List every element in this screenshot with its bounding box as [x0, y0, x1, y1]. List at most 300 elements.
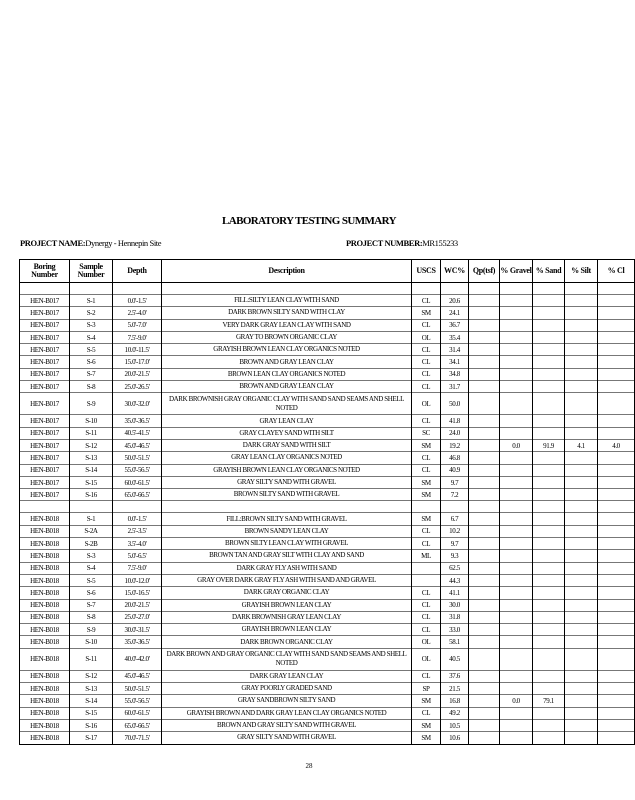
cell-silt-pct — [565, 538, 598, 550]
cell-gravel-pct — [500, 415, 533, 427]
cell-boring-number: HEN-B018 — [20, 707, 70, 719]
cell-water-content: 10.2 — [441, 525, 469, 537]
cell-qp — [469, 439, 500, 451]
cell-qp — [469, 295, 500, 307]
cell-uscs: CL — [412, 295, 441, 307]
table-row — [20, 319, 635, 331]
cell-sand-pct — [533, 393, 565, 415]
cell-water-content: 19.2 — [441, 439, 469, 451]
cell-description: GRAYISH BROWN LEAN CLAY — [162, 624, 412, 636]
cell-sand-pct — [533, 464, 565, 476]
cell-depth: 50.0'-51.5' — [113, 683, 162, 695]
cell-clay-pct — [598, 670, 635, 682]
cell-water-content: 34.1 — [441, 356, 469, 368]
col-qp: Qp(tsf) — [469, 260, 500, 283]
col-boring-number: Boring Number — [20, 260, 70, 283]
cell-depth: 10.0'-12.0' — [113, 574, 162, 586]
cell-sample-number — [70, 501, 113, 513]
cell-gravel-pct — [500, 732, 533, 744]
cell-sand-pct — [533, 415, 565, 427]
cell-gravel-pct — [500, 331, 533, 343]
table-row — [20, 574, 635, 586]
cell-qp — [469, 525, 500, 537]
cell-silt-pct — [565, 683, 598, 695]
cell-boring-number: HEN-B018 — [20, 624, 70, 636]
cell-description: GRAY LEAN CLAY ORGANICS NOTED — [162, 452, 412, 464]
cell-description: GRAYISH BROWN LEAN CLAY ORGANICS NOTED — [162, 344, 412, 356]
cell-qp — [469, 648, 500, 670]
cell-boring-number: HEN-B017 — [20, 344, 70, 356]
cell-water-content: 9.7 — [441, 476, 469, 488]
cell-sample-number: S-9 — [70, 393, 113, 415]
cell-description: FILL:BROWN SILTY SAND WITH GRAVEL — [162, 513, 412, 525]
cell-silt-pct — [565, 393, 598, 415]
cell-description: BROWN SILTY SAND WITH GRAVEL — [162, 489, 412, 501]
cell-gravel-pct — [500, 427, 533, 439]
cell-sand-pct — [533, 707, 565, 719]
cell-water-content: 10.6 — [441, 732, 469, 744]
cell-sample-number: S-15 — [70, 476, 113, 488]
cell-water-content: 24.1 — [441, 307, 469, 319]
cell-sand-pct — [533, 670, 565, 682]
cell-depth: 55.0'-56.5' — [113, 464, 162, 476]
cell-qp — [469, 513, 500, 525]
cell-gravel-pct — [500, 683, 533, 695]
cell-boring-number: HEN-B018 — [20, 695, 70, 707]
cell-clay-pct — [598, 562, 635, 574]
cell-clay-pct — [598, 732, 635, 744]
table-row — [20, 550, 635, 562]
cell-qp — [469, 501, 500, 513]
cell-depth: 3.5'-4.0' — [113, 538, 162, 550]
cell-sample-number: S-14 — [70, 695, 113, 707]
cell-silt-pct — [565, 550, 598, 562]
table-row — [20, 476, 635, 488]
table-row — [20, 307, 635, 319]
cell-gravel-pct: 0.0 — [500, 695, 533, 707]
cell-sample-number: S-16 — [70, 719, 113, 731]
table-row — [20, 611, 635, 623]
project-number-label: PROJECT NUMBER: — [346, 238, 423, 248]
cell-water-content: 9.3 — [441, 550, 469, 562]
cell-uscs: SM — [412, 513, 441, 525]
cell-gravel-pct — [500, 489, 533, 501]
cell-boring-number — [20, 501, 70, 513]
cell-clay-pct — [598, 368, 635, 380]
cell-qp — [469, 574, 500, 586]
cell-sample-number: S-14 — [70, 464, 113, 476]
table-row — [20, 562, 635, 574]
table-row — [20, 599, 635, 611]
table-row — [20, 707, 635, 719]
cell-qp — [469, 415, 500, 427]
cell-water-content: 50.0 — [441, 393, 469, 415]
cell-boring-number: HEN-B018 — [20, 587, 70, 599]
cell-boring-number: HEN-B017 — [20, 393, 70, 415]
cell-description: GRAY LEAN CLAY — [162, 415, 412, 427]
cell-silt-pct — [565, 415, 598, 427]
table-row — [20, 624, 635, 636]
cell-description: BROWN LEAN CLAY ORGANICS NOTED — [162, 368, 412, 380]
cell-silt-pct — [565, 648, 598, 670]
cell-depth: 25.0'-26.5' — [113, 381, 162, 393]
cell-silt-pct — [565, 368, 598, 380]
cell-depth — [113, 283, 162, 295]
cell-sample-number: S-2B — [70, 538, 113, 550]
cell-sand-pct — [533, 587, 565, 599]
cell-sample-number: S-4 — [70, 331, 113, 343]
cell-silt-pct: 4.1 — [565, 439, 598, 451]
cell-water-content: 31.8 — [441, 611, 469, 623]
cell-water-content: 33.0 — [441, 624, 469, 636]
cell-gravel-pct — [500, 550, 533, 562]
cell-depth: 7.5'-9.0' — [113, 562, 162, 574]
cell-clay-pct — [598, 599, 635, 611]
cell-description: BROWN AND GRAY LEAN CLAY — [162, 356, 412, 368]
cell-clay-pct — [598, 538, 635, 550]
table-row — [20, 452, 635, 464]
cell-sand-pct — [533, 538, 565, 550]
cell-depth: 20.0'-21.5' — [113, 368, 162, 380]
cell-sand-pct — [533, 513, 565, 525]
cell-sand-pct — [533, 283, 565, 295]
project-name — [20, 238, 161, 248]
cell-gravel-pct — [500, 719, 533, 731]
cell-clay-pct: 4.0 — [598, 439, 635, 451]
cell-description: BROWN AND GRAY SILTY SAND WITH GRAVEL — [162, 719, 412, 731]
cell-qp — [469, 707, 500, 719]
cell-water-content: 9.7 — [441, 538, 469, 550]
cell-gravel-pct — [500, 599, 533, 611]
cell-gravel-pct — [500, 636, 533, 648]
cell-uscs: SM — [412, 695, 441, 707]
cell-sand-pct: 79.1 — [533, 695, 565, 707]
cell-depth: 60.0'-61.5' — [113, 476, 162, 488]
cell-silt-pct — [565, 464, 598, 476]
cell-water-content: 10.5 — [441, 719, 469, 731]
cell-depth: 15.0'-16.5' — [113, 587, 162, 599]
cell-sand-pct — [533, 599, 565, 611]
table-row — [20, 719, 635, 731]
cell-uscs — [412, 283, 441, 295]
cell-gravel-pct — [500, 574, 533, 586]
cell-boring-number: HEN-B018 — [20, 525, 70, 537]
cell-water-content: 35.4 — [441, 331, 469, 343]
cell-uscs: OL — [412, 331, 441, 343]
cell-silt-pct — [565, 295, 598, 307]
table-row — [20, 513, 635, 525]
cell-clay-pct — [598, 719, 635, 731]
cell-clay-pct — [598, 611, 635, 623]
cell-clay-pct — [598, 295, 635, 307]
cell-uscs: CL — [412, 670, 441, 682]
cell-clay-pct — [598, 283, 635, 295]
cell-boring-number: HEN-B018 — [20, 648, 70, 670]
lab-testing-table — [19, 259, 635, 745]
cell-silt-pct — [565, 562, 598, 574]
cell-boring-number: HEN-B018 — [20, 719, 70, 731]
cell-gravel-pct — [500, 476, 533, 488]
cell-uscs: CL — [412, 599, 441, 611]
cell-silt-pct — [565, 452, 598, 464]
cell-uscs: CL — [412, 624, 441, 636]
cell-gravel-pct — [500, 307, 533, 319]
cell-sand-pct — [533, 368, 565, 380]
cell-gravel-pct — [500, 344, 533, 356]
cell-uscs: OL — [412, 636, 441, 648]
cell-description: DARK GRAY SAND WITH SILT — [162, 439, 412, 451]
cell-silt-pct — [565, 636, 598, 648]
cell-gravel-pct — [500, 611, 533, 623]
cell-silt-pct — [565, 695, 598, 707]
cell-water-content: 62.5 — [441, 562, 469, 574]
cell-water-content: 30.0 — [441, 599, 469, 611]
cell-boring-number: HEN-B017 — [20, 427, 70, 439]
col-clay: % Cl — [598, 260, 635, 283]
cell-uscs: OL — [412, 648, 441, 670]
cell-depth: 25.0'-27.0' — [113, 611, 162, 623]
cell-clay-pct — [598, 307, 635, 319]
cell-uscs: CL — [412, 452, 441, 464]
cell-description: DARK BROWN AND GRAY ORGANIC CLAY WITH SAND SAND SEAMS AND SHELL NOTED — [162, 648, 412, 670]
cell-description: DARK GRAY FLY ASH WITH SAND — [162, 562, 412, 574]
cell-qp — [469, 719, 500, 731]
cell-sample-number: S-17 — [70, 732, 113, 744]
cell-sand-pct — [533, 550, 565, 562]
cell-silt-pct — [565, 707, 598, 719]
cell-sand-pct — [533, 636, 565, 648]
cell-sand-pct — [533, 732, 565, 744]
cell-description: DARK GRAY ORGANIC CLAY — [162, 587, 412, 599]
cell-sand-pct — [533, 719, 565, 731]
cell-clay-pct — [598, 695, 635, 707]
cell-depth: 7.5'-9.0' — [113, 331, 162, 343]
cell-description — [162, 501, 412, 513]
cell-sand-pct — [533, 331, 565, 343]
cell-qp — [469, 587, 500, 599]
cell-qp — [469, 624, 500, 636]
cell-gravel-pct — [500, 283, 533, 295]
cell-sample-number: S-16 — [70, 489, 113, 501]
cell-uscs — [412, 562, 441, 574]
cell-uscs: SM — [412, 489, 441, 501]
cell-boring-number: HEN-B017 — [20, 331, 70, 343]
cell-depth: 50.0'-51.5' — [113, 452, 162, 464]
cell-silt-pct — [565, 381, 598, 393]
cell-clay-pct — [598, 624, 635, 636]
cell-boring-number: HEN-B017 — [20, 439, 70, 451]
cell-uscs: CL — [412, 538, 441, 550]
cell-sample-number: S-3 — [70, 319, 113, 331]
cell-uscs: SM — [412, 307, 441, 319]
table-row — [20, 670, 635, 682]
cell-clay-pct — [598, 464, 635, 476]
col-uscs: USCS — [412, 260, 441, 283]
cell-description: GRAY SILTY SAND WITH GRAVEL — [162, 732, 412, 744]
cell-boring-number: HEN-B018 — [20, 562, 70, 574]
cell-sample-number: S-11 — [70, 427, 113, 439]
table-row — [20, 356, 635, 368]
cell-qp — [469, 381, 500, 393]
cell-gravel-pct — [500, 513, 533, 525]
cell-sample-number: S-11 — [70, 648, 113, 670]
cell-sand-pct — [533, 489, 565, 501]
cell-description: BROWN AND GRAY LEAN CLAY — [162, 381, 412, 393]
cell-gravel-pct: 0.0 — [500, 439, 533, 451]
cell-qp — [469, 611, 500, 623]
cell-clay-pct — [598, 648, 635, 670]
cell-water-content: 16.8 — [441, 695, 469, 707]
table-row — [20, 489, 635, 501]
cell-silt-pct — [565, 489, 598, 501]
cell-description: DARK GRAY LEAN CLAY — [162, 670, 412, 682]
cell-uscs: CL — [412, 525, 441, 537]
page-number: 28 — [305, 762, 313, 770]
cell-depth: 2.5'-4.0' — [113, 307, 162, 319]
cell-qp — [469, 489, 500, 501]
cell-silt-pct — [565, 476, 598, 488]
cell-gravel-pct — [500, 562, 533, 574]
cell-depth: 70.0'-71.5' — [113, 732, 162, 744]
cell-sample-number: S-5 — [70, 344, 113, 356]
cell-description: BROWN TAN AND GRAY SILT WITH CLAY AND SAND — [162, 550, 412, 562]
cell-water-content: 24.0 — [441, 427, 469, 439]
cell-sample-number: S-9 — [70, 624, 113, 636]
cell-boring-number: HEN-B017 — [20, 368, 70, 380]
cell-gravel-pct — [500, 295, 533, 307]
cell-qp — [469, 599, 500, 611]
cell-uscs: CL — [412, 356, 441, 368]
table-row — [20, 393, 635, 415]
cell-description: GRAYISH BROWN LEAN CLAY — [162, 599, 412, 611]
cell-description: GRAYISH BROWN AND DARK GRAY LEAN CLAY ORGANICS NOTED — [162, 707, 412, 719]
cell-water-content: 41.8 — [441, 415, 469, 427]
cell-clay-pct — [598, 319, 635, 331]
cell-uscs: CL — [412, 611, 441, 623]
cell-depth: 40.0'-42.0' — [113, 648, 162, 670]
cell-sand-pct — [533, 295, 565, 307]
cell-clay-pct — [598, 381, 635, 393]
cell-qp — [469, 427, 500, 439]
table-row — [20, 439, 635, 451]
cell-uscs: CL — [412, 368, 441, 380]
cell-depth: 40.5'-41.5' — [113, 427, 162, 439]
cell-boring-number: HEN-B018 — [20, 513, 70, 525]
cell-clay-pct — [598, 587, 635, 599]
cell-gravel-pct — [500, 368, 533, 380]
cell-sample-number: S-12 — [70, 439, 113, 451]
cell-sand-pct — [533, 501, 565, 513]
cell-sand-pct — [533, 427, 565, 439]
cell-depth: 0.0'-1.5' — [113, 295, 162, 307]
cell-water-content: 40.5 — [441, 648, 469, 670]
cell-qp — [469, 283, 500, 295]
cell-description: VERY DARK GRAY LEAN CLAY WITH SAND — [162, 319, 412, 331]
cell-boring-number: HEN-B018 — [20, 599, 70, 611]
cell-depth: 15.0'-17.0' — [113, 356, 162, 368]
table-row — [20, 464, 635, 476]
cell-sand-pct — [533, 381, 565, 393]
cell-qp — [469, 695, 500, 707]
report-title: LABORATORY TESTING SUMMARY — [222, 215, 396, 227]
cell-uscs: SM — [412, 732, 441, 744]
cell-depth: 35.0'-36.5' — [113, 636, 162, 648]
cell-qp — [469, 538, 500, 550]
table-row — [20, 331, 635, 343]
cell-silt-pct — [565, 307, 598, 319]
cell-gravel-pct — [500, 464, 533, 476]
cell-qp — [469, 683, 500, 695]
cell-water-content: 6.7 — [441, 513, 469, 525]
cell-sample-number: S-13 — [70, 683, 113, 695]
cell-qp — [469, 732, 500, 744]
cell-sample-number: S-6 — [70, 587, 113, 599]
cell-water-content: 58.1 — [441, 636, 469, 648]
cell-uscs: SC — [412, 427, 441, 439]
cell-silt-pct — [565, 513, 598, 525]
cell-gravel-pct — [500, 525, 533, 537]
cell-sand-pct — [533, 476, 565, 488]
cell-silt-pct — [565, 319, 598, 331]
project-name-value: Dynergy - Hennepin Site — [85, 238, 162, 248]
cell-gravel-pct — [500, 624, 533, 636]
cell-uscs: SM — [412, 476, 441, 488]
cell-depth: 65.0'-66.5' — [113, 489, 162, 501]
cell-depth: 60.0'-61.5' — [113, 707, 162, 719]
cell-clay-pct — [598, 513, 635, 525]
table-row-blank — [20, 283, 635, 295]
cell-sample-number: S-7 — [70, 599, 113, 611]
cell-silt-pct — [565, 427, 598, 439]
cell-sand-pct — [533, 356, 565, 368]
cell-water-content — [441, 283, 469, 295]
col-silt: % Silt — [565, 260, 598, 283]
table-row — [20, 538, 635, 550]
cell-sample-number: S-8 — [70, 381, 113, 393]
col-depth: Depth — [113, 260, 162, 283]
cell-water-content: 31.7 — [441, 381, 469, 393]
cell-water-content: 21.5 — [441, 683, 469, 695]
cell-sand-pct — [533, 683, 565, 695]
cell-sample-number: S-3 — [70, 550, 113, 562]
cell-depth: 35.0'-36.5' — [113, 415, 162, 427]
cell-uscs: OL — [412, 393, 441, 415]
cell-qp — [469, 307, 500, 319]
cell-depth: 5.0'-6.5' — [113, 550, 162, 562]
cell-qp — [469, 356, 500, 368]
col-sand: % Sand — [533, 260, 565, 283]
table-row — [20, 587, 635, 599]
cell-boring-number: HEN-B017 — [20, 452, 70, 464]
cell-uscs: CL — [412, 587, 441, 599]
cell-description: GRAY TO BROWN ORGANIC CLAY — [162, 331, 412, 343]
cell-clay-pct — [598, 489, 635, 501]
cell-gravel-pct — [500, 648, 533, 670]
cell-water-content: 36.7 — [441, 319, 469, 331]
cell-water-content: 20.6 — [441, 295, 469, 307]
cell-clay-pct — [598, 683, 635, 695]
table-row — [20, 732, 635, 744]
cell-uscs: ML — [412, 550, 441, 562]
cell-qp — [469, 562, 500, 574]
cell-depth: 55.0'-56.5' — [113, 695, 162, 707]
cell-silt-pct — [565, 574, 598, 586]
cell-uscs: CL — [412, 319, 441, 331]
cell-depth: 30.0'-31.5' — [113, 624, 162, 636]
cell-depth: 65.0'-66.5' — [113, 719, 162, 731]
cell-qp — [469, 550, 500, 562]
cell-description: DARK BROWN ORGANIC CLAY — [162, 636, 412, 648]
